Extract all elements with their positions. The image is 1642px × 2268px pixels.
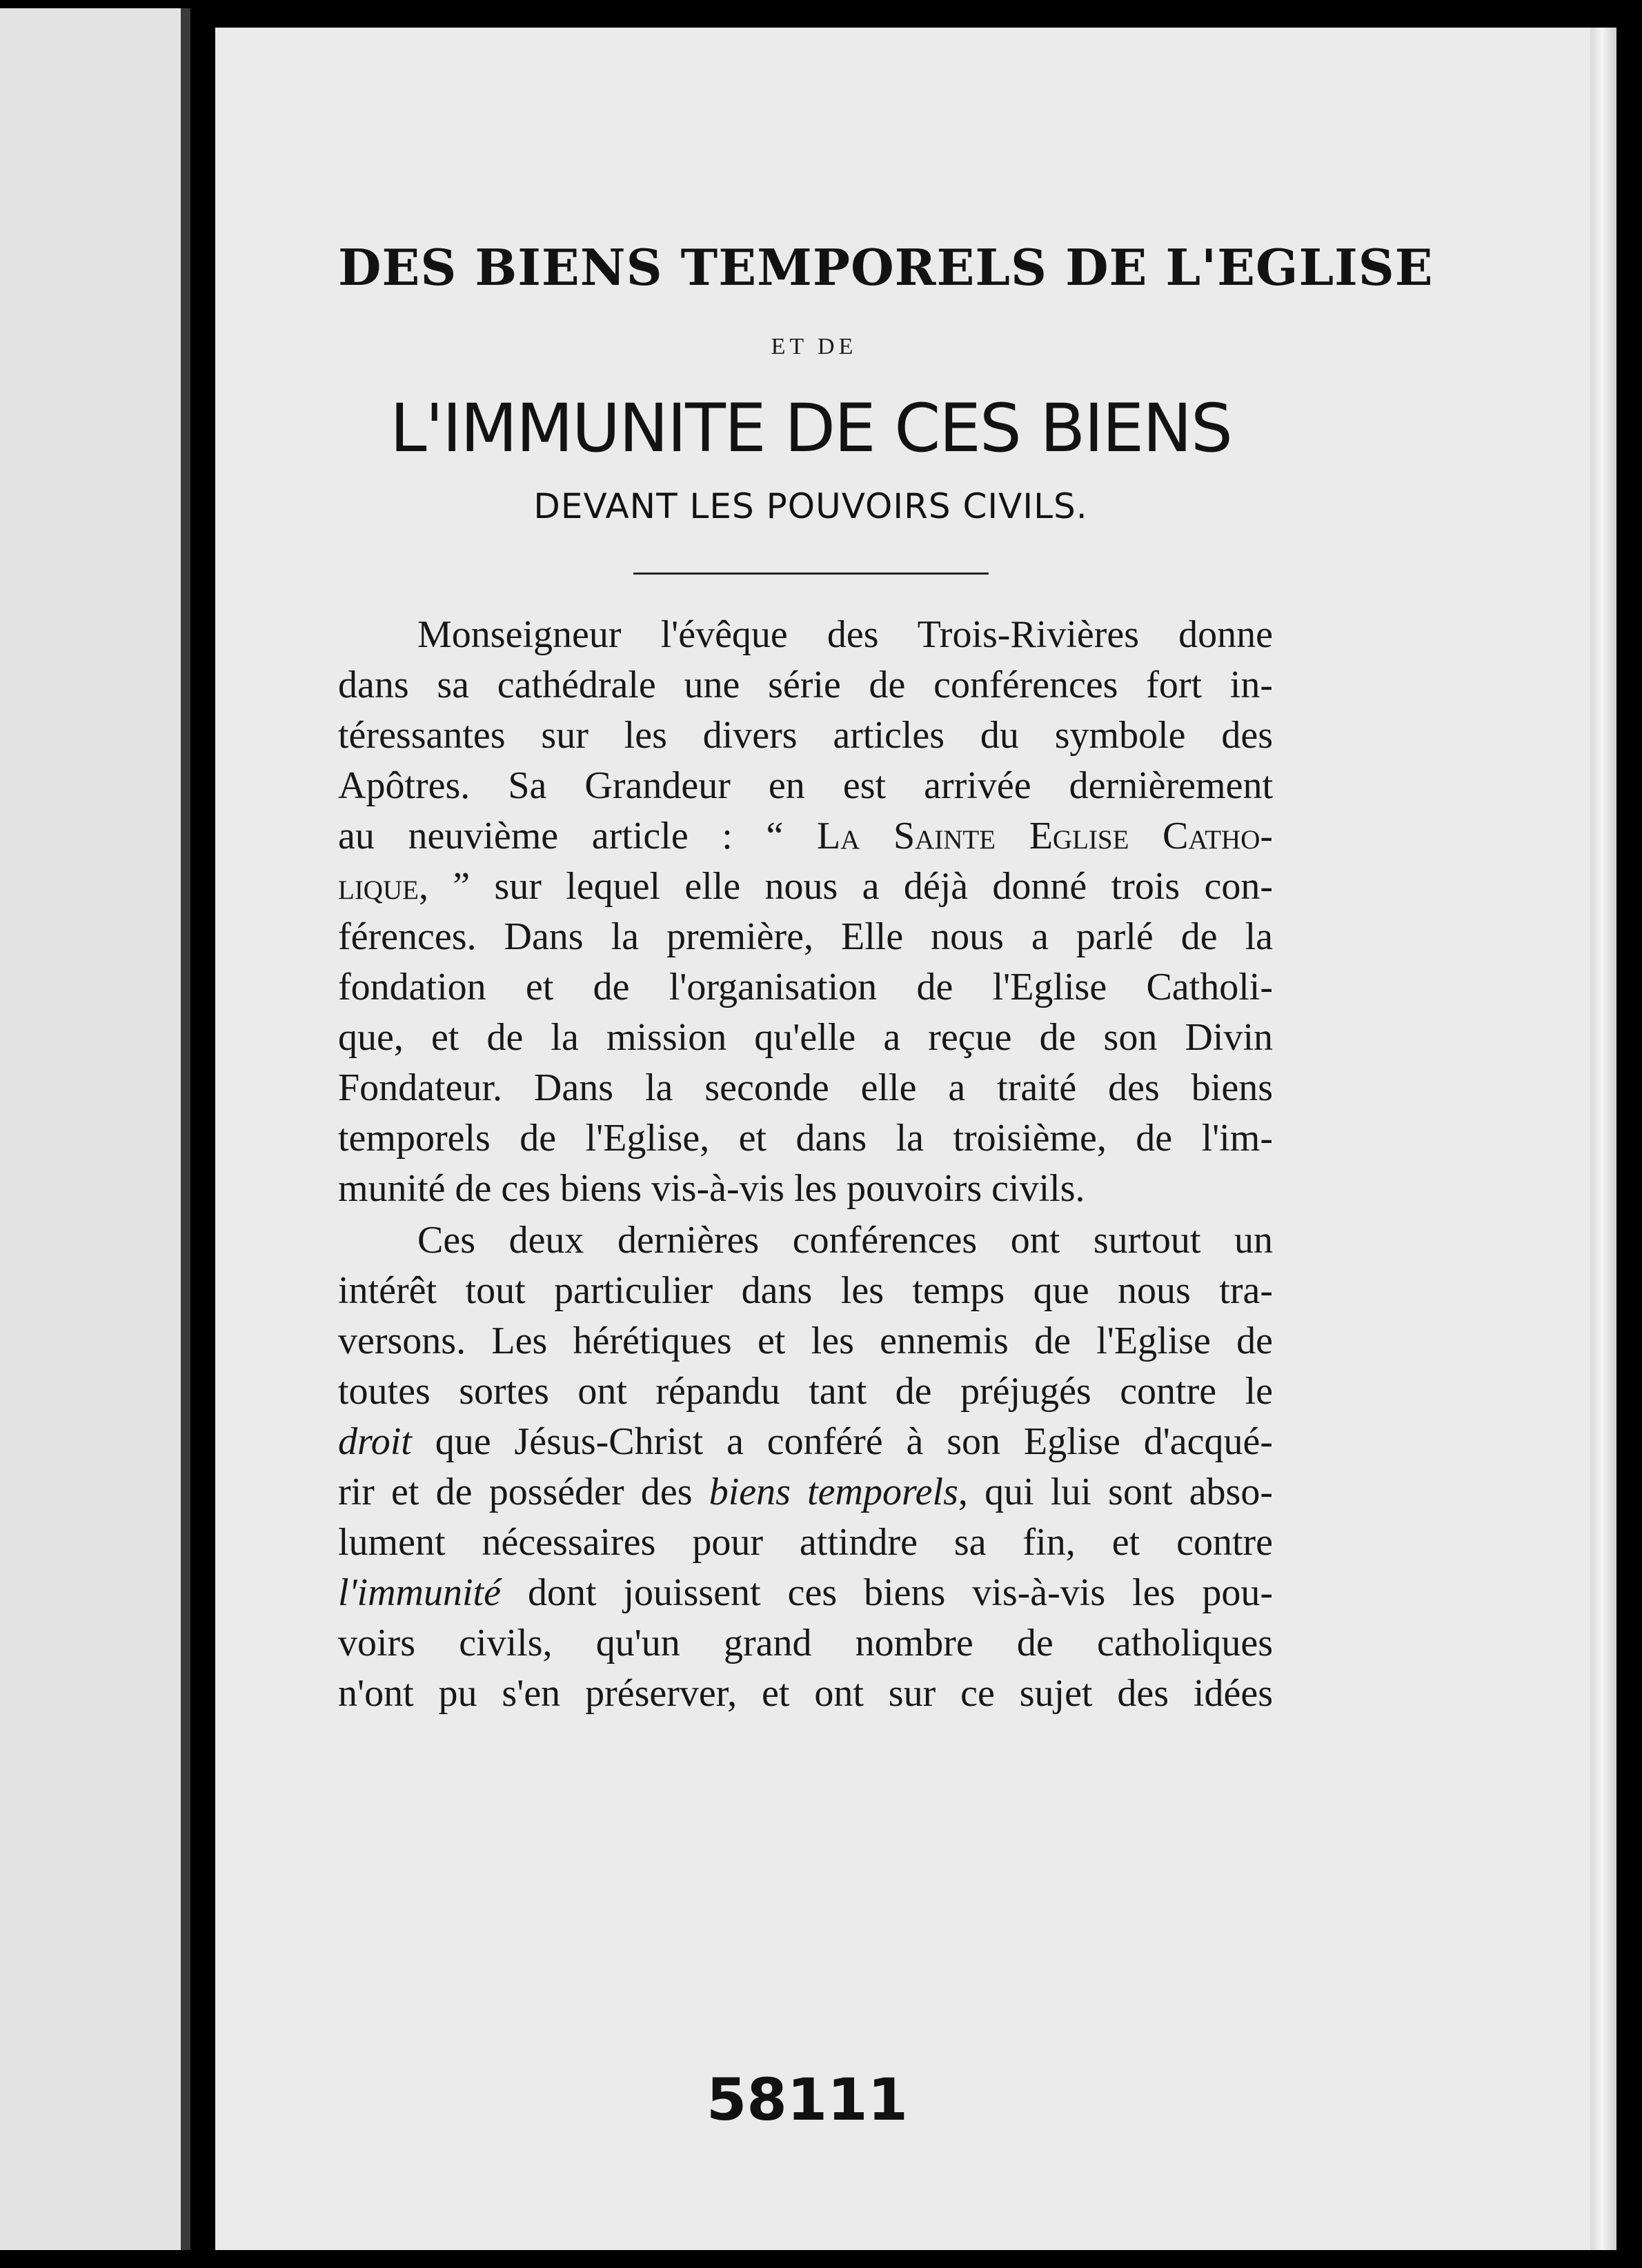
text-line: fondation et de l'organisation de l'Eglise Catholi- [338, 966, 1273, 1008]
text-line: temporels de l'Eglise, et dans la troisième, de l'im- [338, 1117, 1273, 1160]
text-line: férences. Dans la première, Elle nous a parlé de la [338, 915, 1273, 958]
italic-span: l'immunité [338, 1571, 501, 1614]
text-line [338, 862, 1273, 911]
title-line-4: DEVANT LES POUVOIRS CIVILS. [533, 486, 1088, 526]
text-span: que Jésus-Christ a conféré à son Eglise d'acqué- [411, 1420, 1273, 1463]
text-line: versons. Les hérétiques et les ennemis de l'Eglise de [338, 1320, 1273, 1362]
text-line: Monseigneur l'évêque des Trois-Rivières donne [417, 613, 1273, 656]
text-line: toutes sortes ont répandu tant de préjugés contre le [338, 1370, 1273, 1413]
text-span: , qui lui sont abso- [958, 1471, 1274, 1513]
text-span: rir et de posséder des [338, 1471, 709, 1513]
text-line: n'ont pu s'en préserver, et ont sur ce sujet des idées [338, 1672, 1273, 1715]
text-line: intérêt tout particulier dans les temps que nous tra- [338, 1269, 1273, 1312]
text-line: Ces deux dernières conférences ont surtout un [417, 1219, 1273, 1262]
small-caps-span: La Sainte Eglise Catho- [816, 815, 1274, 857]
folio-number: 58111 [706, 2066, 909, 2133]
text-line: Apôtres. Sa Grandeur en est arrivée dernièrement [338, 764, 1273, 807]
previous-leaf-edge [0, 8, 188, 2250]
small-caps-span: lique, [338, 865, 428, 908]
italic-span: droit [338, 1420, 412, 1463]
text-line: Fondateur. Dans la seconde elle a traité des biens [338, 1066, 1273, 1109]
text-line [338, 1468, 1273, 1516]
text-line: lument nécessaires pour attindre sa fin, et contre [338, 1521, 1273, 1564]
binding-shadow [181, 8, 190, 2250]
italic-span: biens temporels [709, 1471, 958, 1513]
text-line: voirs civils, qu'un grand nombre de catholiques [338, 1622, 1273, 1664]
title-line-2: ET DE [771, 334, 858, 359]
text-line: téressantes sur les divers articles du symbole des [338, 714, 1273, 757]
page-edge [1590, 28, 1616, 2250]
title-line-1: DES BIENS TEMPORELS DE L'EGLISE [338, 238, 1434, 297]
text-line [338, 1569, 1273, 1617]
title-rule [633, 573, 989, 575]
title-line-3: L'IMMUNITE DE CES BIENS [390, 390, 1232, 467]
text-line: dans sa cathédrale une série de conférences fort in- [338, 664, 1273, 706]
text-span: au neuvième article : “ [338, 815, 817, 857]
text-span: dont jouissent ces biens vis-à-vis les pou- [500, 1571, 1273, 1614]
text-line: que, et de la mission qu'elle a reçue de son Divin [338, 1016, 1273, 1059]
text-span: ” sur lequel elle nous a déjà donné trois con- [428, 865, 1273, 908]
text-line: munité de ces biens vis-à-vis les pouvoirs civils. [338, 1167, 1085, 1210]
text-line [338, 812, 1273, 860]
text-line [338, 1418, 1273, 1466]
